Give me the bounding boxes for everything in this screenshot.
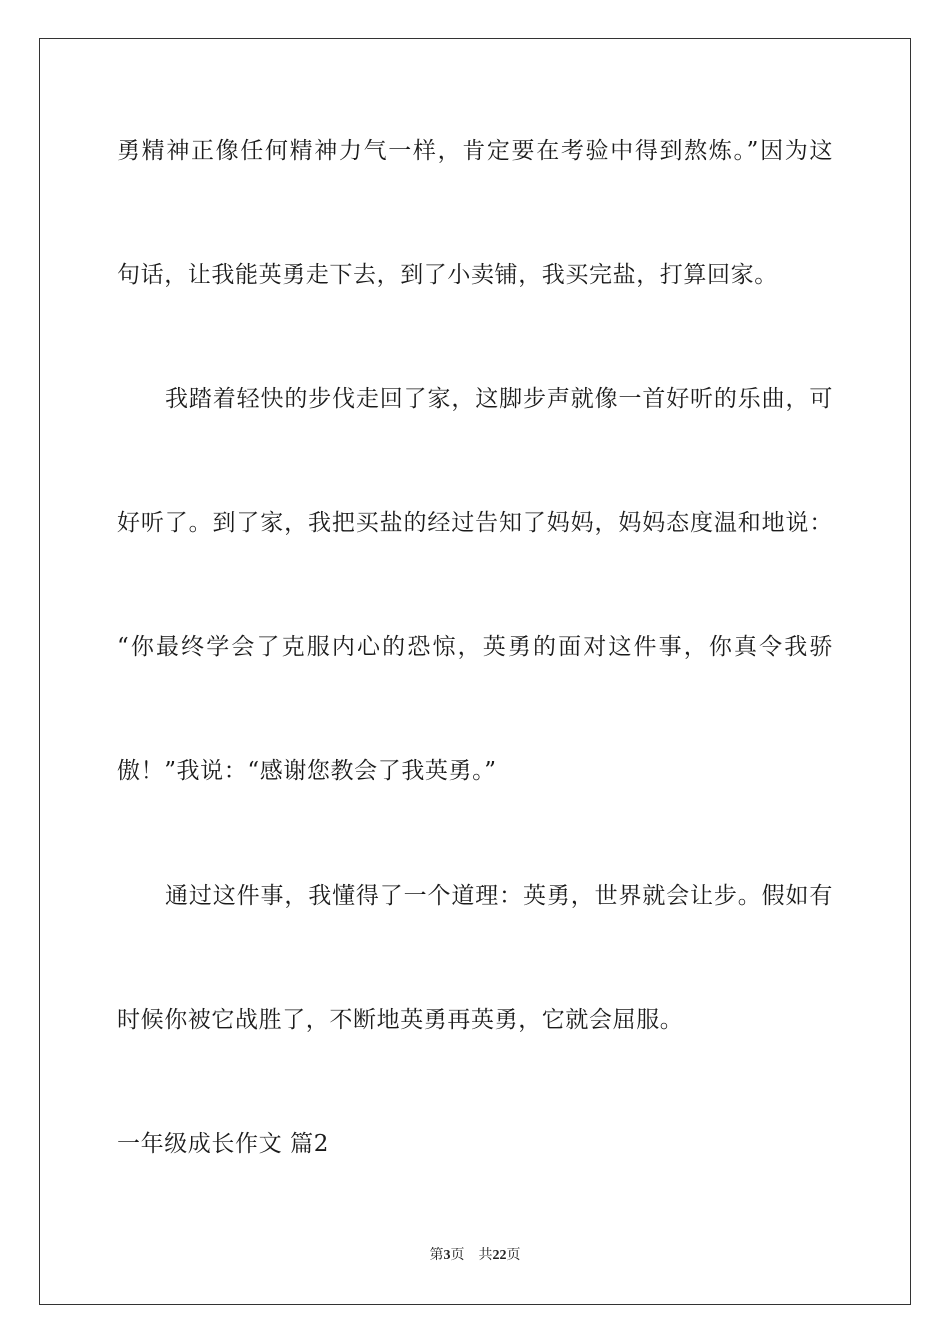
body-line-4: 好听了。到了家，我把买盐的经过告知了妈妈，妈妈态度温和地说： <box>117 510 833 536</box>
body-line-8: 时候你被它战胜了，不断地英勇再英勇，它就会屈服。 <box>117 1007 684 1033</box>
body-line-6: 傲！”我说：“感谢您教会了我英勇。” <box>117 758 497 784</box>
section-heading: 一年级成长作文 篇2 <box>117 1131 329 1157</box>
body-line-5: “你最终学会了克服内心的恐惊，英勇的面对这件事，你真令我骄 <box>117 634 833 660</box>
footer-total-pages: 22 <box>492 1248 507 1263</box>
page-footer <box>0 1247 950 1265</box>
body-line-1: 勇精神正像任何精神力气一样，肯定要在考验中得到熬炼。”因为这 <box>117 138 833 164</box>
body-line-7: 通过这件事，我懂得了一个道理：英勇，世界就会让步。假如有 <box>165 883 833 909</box>
footer-page-prefix: 第 <box>429 1248 444 1263</box>
page-border <box>39 38 911 1305</box>
body-line-2: 句话，让我能英勇走下去，到了小卖铺，我买完盐，打算回家。 <box>117 262 778 288</box>
body-line-3: 我踏着轻快的步伐走回了家，这脚步声就像一首好听的乐曲，可 <box>165 386 833 412</box>
footer-total-prefix: 共 <box>478 1248 493 1263</box>
footer-total-suffix: 页 <box>506 1248 521 1263</box>
footer-page-suffix: 页 <box>450 1248 465 1263</box>
footer-page-number: 3 <box>443 1248 451 1263</box>
